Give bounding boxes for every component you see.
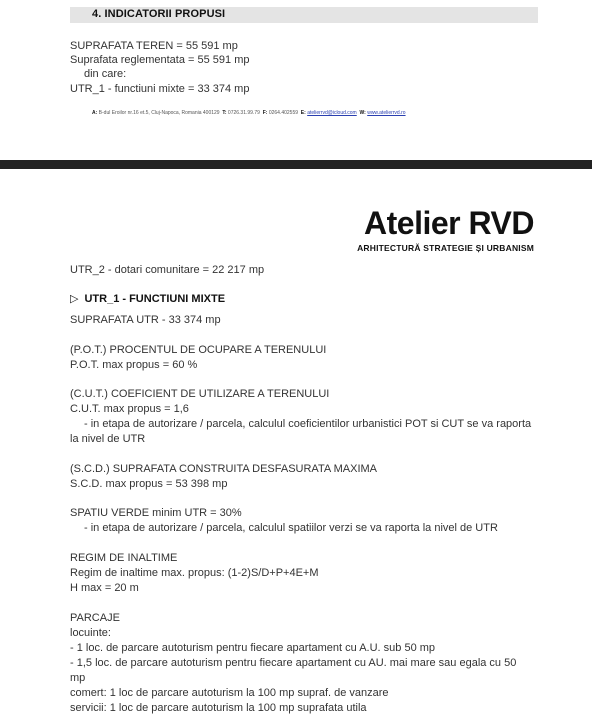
regim-value: Regim de inaltime max. propus: (1-2)S/D+P+4E+M	[70, 567, 319, 579]
hmax-value: H max = 20 m	[70, 582, 139, 594]
cut-title: (C.U.T.) COEFICIENT DE UTILIZARE A TERENULUI	[70, 388, 330, 400]
contact-footer	[92, 110, 406, 116]
regim-title: REGIM DE INALTIME	[70, 552, 178, 564]
triangle-right-icon: ▷	[70, 293, 79, 305]
parcare-comert: comert: 1 loc de parcare autoturism la 100 mp supraf. de vanzare	[70, 687, 389, 699]
parcare-rule-2: - 1,5 loc. de parcare autoturism pentru fiecare apartament cu AU. mai mare sau egala cu 50	[70, 657, 517, 669]
line-suprafata-teren: SUPRAFATA TEREN = 55 591 mp	[70, 40, 238, 52]
phone-label: T:	[222, 110, 227, 116]
line-din-care: din care:	[84, 68, 127, 80]
email-label: E:	[300, 110, 306, 116]
parcare-rule-1: - 1 loc. de parcare autoturism pentru fiecare apartament cu A.U. sub 50 mp	[70, 642, 436, 654]
phone-text: 0726.31.99.79	[227, 110, 260, 116]
pot-value: P.O.T. max propus = 60 %	[70, 359, 198, 371]
locuinte-label: locuinte:	[70, 627, 111, 639]
address-text: B-dul Eroilor nr.16 et.5, Cluj-Napoca, Romania 400129	[98, 110, 220, 116]
line-utr1-area: UTR_1 - functiuni mixte = 33 374 mp	[70, 83, 250, 95]
fax-text: 0264.402559	[268, 110, 299, 116]
logo-title: Atelier RVD	[364, 205, 534, 241]
spatiu-verde-title: SPATIU VERDE minim UTR = 30%	[70, 507, 242, 519]
parcare-rule-2-cont: mp	[70, 672, 86, 684]
line-utr2: UTR_2 - dotari comunitare = 22 217 mp	[70, 264, 265, 276]
spatiu-verde-note: - in etapa de autorizare / parcela, calculul spatiilor verzi se va raporta la nivel de UTR	[84, 522, 498, 534]
parcare-servicii: servicii: 1 loc de parcare autoturism la 100 mp suprafata utila	[70, 702, 367, 714]
web-label: W:	[359, 110, 366, 116]
section-title: 4. INDICATORII PROPUSI	[92, 8, 226, 20]
address-label: A:	[92, 110, 98, 116]
cut-note-line1: - in etapa de autorizare / parcela, calculul coeficientilor urbanistici POT si CUT se va raporta	[84, 418, 532, 430]
pot-title: (P.O.T.) PROCENTUL DE OCUPARE A TERENULUI	[70, 344, 327, 356]
utr1-heading	[70, 292, 225, 305]
utr1-heading-text: UTR_1 - FUNCTIUNI MIXTE	[84, 293, 226, 305]
email-link[interactable]: atelierrvd@icloud.com	[307, 110, 357, 116]
page-divider	[0, 160, 592, 169]
document-page-top	[0, 0, 592, 160]
line-suprafata-reglementata: Suprafata reglementata = 55 591 mp	[70, 54, 250, 66]
scd-value: S.C.D. max propus = 53 398 mp	[70, 478, 228, 490]
fax-label: F:	[262, 110, 268, 116]
parcaje-title: PARCAJE	[70, 612, 120, 624]
cut-value: C.U.T. max propus = 1,6	[70, 403, 189, 415]
line-suprafata-utr: SUPRAFATA UTR - 33 374 mp	[70, 314, 221, 326]
scd-title: (S.C.D.) SUPRAFATA CONSTRUITA DESFASURATA MAXIMA	[70, 463, 378, 475]
web-link[interactable]: www.atelierrvd.ro	[367, 110, 406, 116]
logo-subtitle: ARHITECTURĂ STRATEGIE ȘI URBANISM	[357, 243, 534, 253]
cut-note-line2: la nivel de UTR	[70, 433, 146, 445]
